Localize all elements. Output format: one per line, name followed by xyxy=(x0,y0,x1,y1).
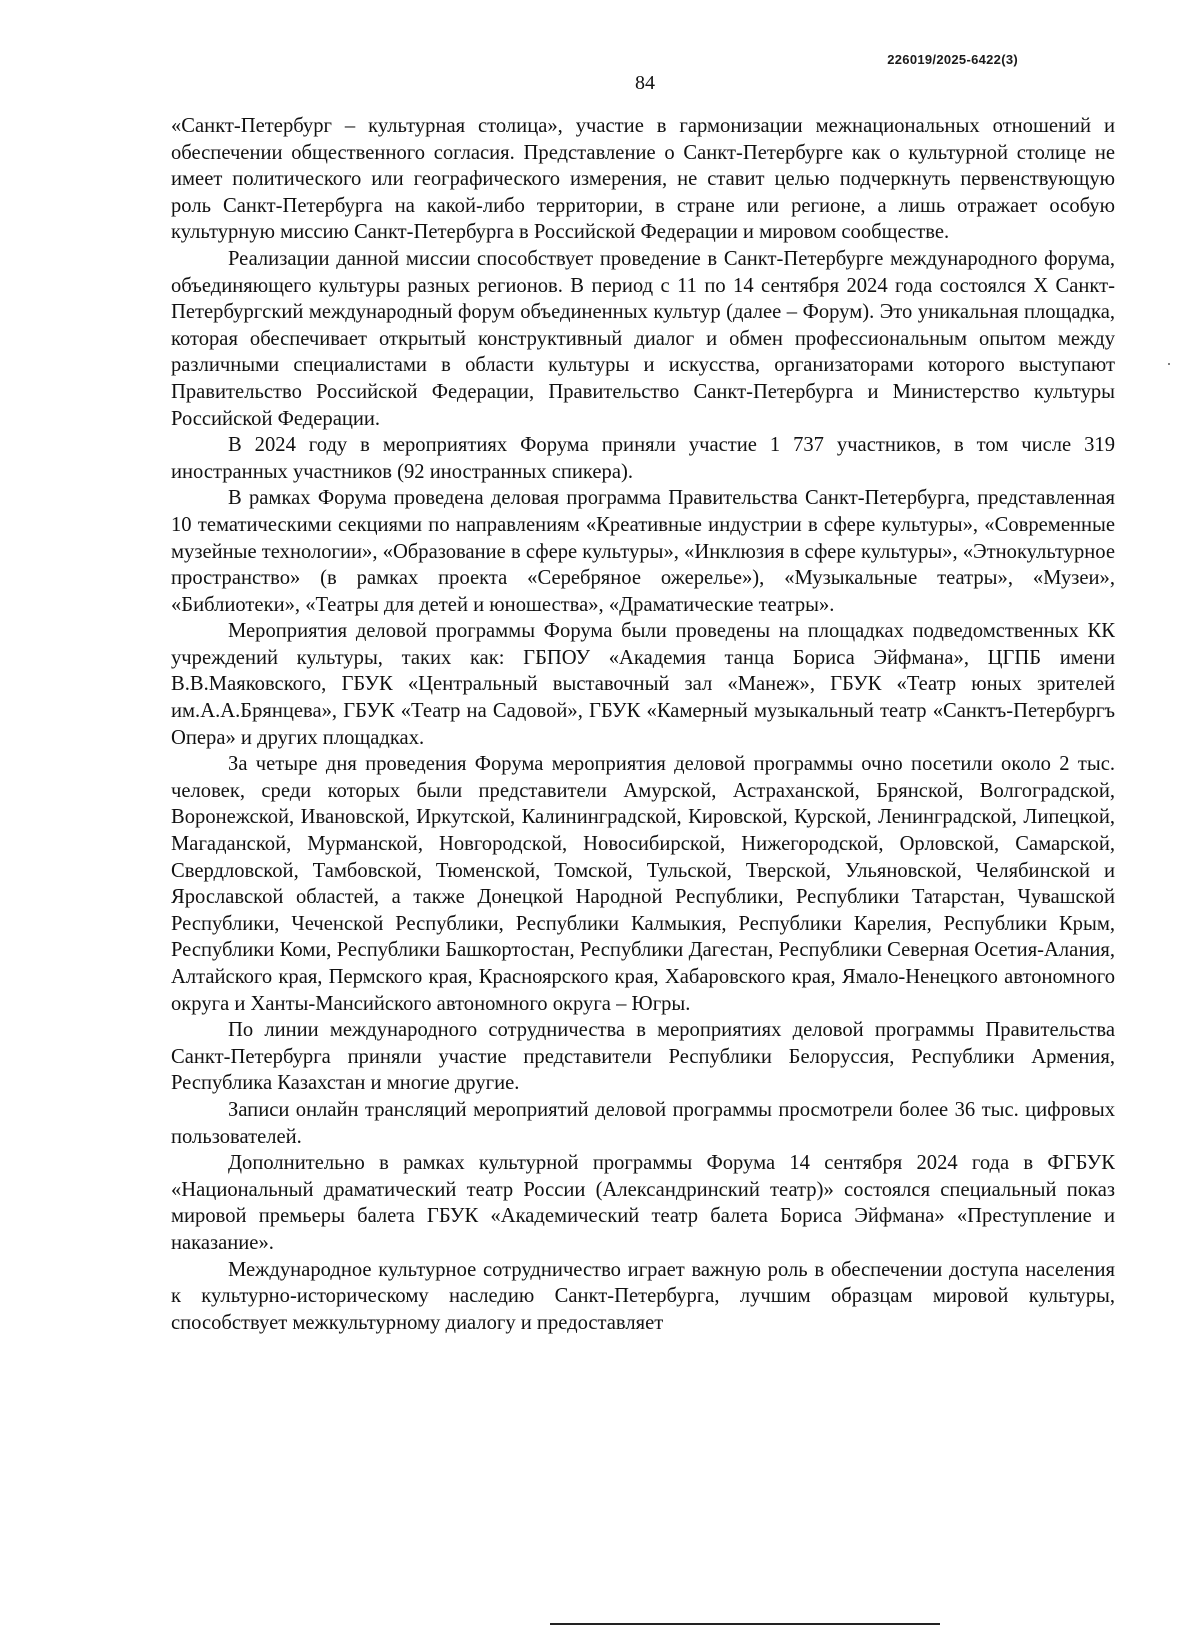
paragraph: Дополнительно в рамках культурной программы Форума 14 сентября 2024 года в ФГБУК «Национальный драматический театр России (Александринский театр)» состоялся специальный показ мировой премьеры балета ГБУК «Академический театр балета Бориса Эйфмана» «Преступление и наказание». xyxy=(171,1152,1115,1254)
paragraph: Записи онлайн трансляций мероприятий деловой программы просмотрели более 36 тыс. цифровых пользователей. xyxy=(171,1098,1115,1148)
document-id: 226019/2025-6422(3) xyxy=(887,52,1018,67)
scan-speck xyxy=(1168,363,1170,365)
paragraph: Международное культурное сотрудничество играет важную роль в обеспечении доступа населения к культурно-историческому наследию Санкт-Петербурга, лучшим образцам мировой культуры, способствует межкультурному диалогу и предоставляет xyxy=(171,1258,1115,1334)
paragraph: Реализации данной миссии способствует проведение в Санкт-Петербурге международного форума, объединяющего культуры разных регионов. В период с 11 по 14 сентября 2024 года состоялся X Санкт-Петербургский международный форум объединенных культур (далее – Форум). Это уникальная площадка, которая обеспечивает открытый конструктивный диалог и обмен профессиональным опытом между различными специалистами в области культуры и искусства, организаторами которого выступают Правительство Российской Федерации, Правительство Санкт-Петербурга и Министерство культуры Российской Федерации. xyxy=(171,247,1115,430)
bottom-rule xyxy=(550,1623,940,1625)
paragraph: В 2024 году в мероприятиях Форума приняли участие 1 737 участников, в том числе 319 иностранных участников (92 иностранных спикера). xyxy=(171,434,1115,483)
document-body xyxy=(171,113,1115,1336)
paragraph: За четыре дня проведения Форума мероприятия деловой программы очно посетили около 2 тыс. человек, среди которых были представители Амурской, Астраханской, Брянской, Волгоградской, Воронежской, Ивановской, Иркутской, Калининградской, Кировской, Курской, Ленинградской, Липецкой, Магаданской, Мурманской, Новгородской, Новосибирской, Нижегородской, Орловской, Самарской, Свердловской, Тамбовской, Тюменской, Томской, Тульской, Тверской, Ульяновской, Челябинской и Ярославской областей, а также Донецкой Народной Республики, Республики Татарстан, Чувашской Республики, Чеченской Республики, Республики Калмыкия, Республики Карелия, Республики Крым, Республики Коми, Республики Башкортостан, Республики Дагестан, Республики Северная Осетия-Алания, Алтайского края, Пермского края, Красноярского края, Хабаровского края, Ямало-Ненецкого автономного округа и Ханты-Мансийского автономного округа – Югры. xyxy=(171,753,1115,1015)
page-number: 84 xyxy=(635,72,655,94)
paragraph: Мероприятия деловой программы Форума были проведены на площадках подведомственных КК учреждений культуры, таких как: ГБПОУ «Академия танца Бориса Эйфмана», ЦГПБ имени В.В.Маяковского, ГБУК «Центральный выставочный зал «Манеж», ГБУК «Театр юных зрителей им.А.А.Брянцева», ГБУК «Театр на Садовой», ГБУК «Камерный музыкальный театр «Санктъ-Петербургъ Опера» и других площадках. xyxy=(171,620,1115,749)
paragraph: По линии международного сотрудничества в мероприятиях деловой программы Правительства Санкт-Петербурга приняли участие представители Республики Белоруссия, Республики Армения, Республика Казахстан и многие другие. xyxy=(171,1019,1115,1095)
paragraph: «Санкт-Петербург – культурная столица», участие в гармонизации межнациональных отношений и обеспечении общественного согласия. Представление о Санкт-Петербурге как о культурной столице не имеет политического или географического измерения, не ставит целью подчеркнуть первенствующую роль Санкт-Петербурга на какой-либо территории, в стране или регионе, а лишь отражает особую культурную миссию Санкт-Петербурга в Российской Федерации и мировом сообществе. xyxy=(171,115,1115,244)
paragraph: В рамках Форума проведена деловая программа Правительства Санкт-Петербурга, представленная 10 тематическими секциями по направлениям «Креативные индустрии в сфере культуры», «Современные музейные технологии», «Образование в сфере культуры», «Инклюзия в сфере культуры», «Этнокультурное пространство» (в рамках проекта «Серебряное ожерелье»), «Музыкальные театры», «Музеи», «Библиотеки», «Театры для детей и юношества», «Драматические театры». xyxy=(171,487,1115,616)
